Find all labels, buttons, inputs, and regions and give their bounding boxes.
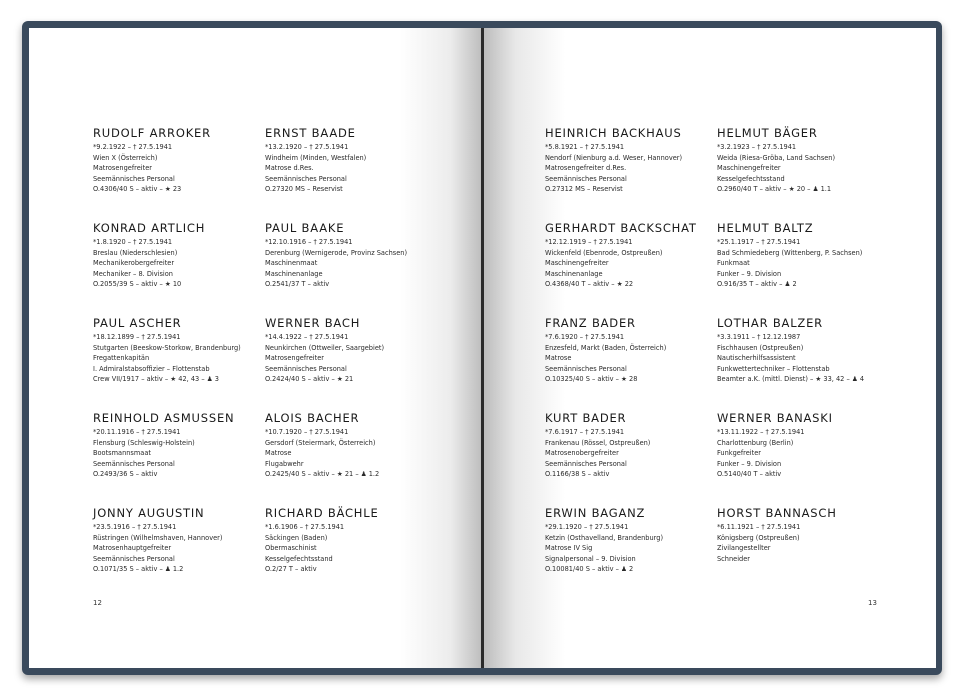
person-detail-line: *20.11.1916 – † 27.5.1941 (93, 428, 181, 436)
person-detail-line: Matrosengefreiter (265, 354, 324, 363)
person-detail-line: Derenburg (Wernigerode, Provinz Sachsen) (265, 248, 408, 257)
person-detail-line: *10.7.1920 – † 27.5.1941 (265, 428, 349, 436)
person-detail-line: *25.1.1917 – † 27.5.1941 (717, 238, 801, 246)
person-entry (265, 127, 445, 195)
person-detail-line: Seemännisches Personal (93, 459, 175, 468)
person-detail-line: O.4306/40 S – aktiv – ★ 23 (93, 185, 182, 194)
person-detail-line: Fischhausen (Ostpreußen) (717, 343, 804, 352)
person-entry (265, 412, 445, 480)
person-detail-line: O.916/35 T – aktiv – ♟ 2 (717, 280, 797, 289)
person-entry (545, 127, 725, 195)
person-name: LOTHAR BALZER (717, 316, 823, 330)
person-detail-line: O.2541/37 T – aktiv (265, 280, 330, 289)
person-detail-line: *14.4.1922 – † 27.5.1941 (265, 333, 349, 341)
person-detail-line: Funkwettertechniker – Flottenstab (717, 364, 830, 373)
person-detail-line: Seemännisches Personal (265, 364, 347, 373)
person-name: REINHOLD ASMUSSEN (93, 411, 235, 425)
person-detail-line: Beamter a.K. (mittl. Dienst) – ★ 33, 42 – ♟ 4 (717, 375, 865, 384)
person-detail-line: *13.2.1920 – † 27.5.1941 (265, 143, 349, 151)
person-detail-line: Bootsmannsmaat (93, 449, 151, 458)
person-detail-line: O.4368/40 T – aktiv – ★ 22 (545, 280, 634, 289)
person-detail-line: Kesselgefechtsstand (717, 174, 785, 183)
person-detail-line: Bad Schmiedeberg (Wittenberg, P. Sachsen) (717, 248, 863, 257)
person-entry (545, 222, 725, 290)
person-detail-line: Ketzin (Osthavelland, Brandenburg) (545, 533, 664, 542)
person-detail-line: Matrose (545, 354, 572, 363)
person-entry (545, 412, 725, 480)
person-detail-line: Gersdorf (Steiermark, Österreich) (265, 438, 376, 447)
person-detail-line: O.2/27 T – aktiv (265, 565, 317, 574)
person-entry (93, 317, 273, 385)
person-detail-line: *13.11.1922 – † 27.5.1941 (717, 428, 805, 436)
person-detail-line: Maschinengefreiter (717, 164, 781, 173)
person-entry (93, 412, 273, 480)
person-detail-line: *1.8.1920 – † 27.5.1941 (93, 238, 173, 246)
person-detail-line: Wickenfeld (Ebenrode, Ostpreußen) (545, 248, 663, 257)
person-detail-line: O.1166/38 S – aktiv (545, 470, 610, 479)
person-detail-line: O.2424/40 S – aktiv – ★ 21 (265, 375, 354, 384)
person-detail-line: Funker – 9. Division (717, 459, 782, 468)
person-entry (93, 507, 273, 575)
person-detail-line: O.10081/40 S – aktiv – ♟ 2 (545, 565, 634, 574)
person-detail-line: *3.3.1911 – † 12.12.1987 (717, 333, 801, 341)
person-detail-line: O.10325/40 S – aktiv – ★ 28 (545, 375, 638, 384)
person-detail-line: Seemännisches Personal (93, 554, 175, 563)
person-detail-line: Mechanikerobergefreiter (93, 259, 175, 268)
person-detail-line: Matrosenhauptgefreiter (93, 544, 172, 553)
person-detail-line: Mechaniker – 8. Division (93, 269, 173, 278)
person-name: RUDOLF ARROKER (93, 126, 211, 140)
person-detail-line: O.2425/40 S – aktiv – ★ 21 – ♟ 1.2 (265, 470, 380, 479)
person-detail-line: *23.5.1916 – † 27.5.1941 (93, 523, 177, 531)
person-detail-line: I. Admiralstabsoffizier – Flottenstab (93, 364, 210, 373)
person-detail-line: *12.12.1919 – † 27.5.1941 (545, 238, 633, 246)
book-gutter (481, 28, 484, 668)
person-name: GERHARDT BACKSCHAT (545, 221, 697, 235)
person-detail-line: Nendorf (Nienburg a.d. Weser, Hannover) (545, 153, 683, 162)
person-detail-line: Weida (Riesa-Gröba, Land Sachsen) (717, 153, 836, 162)
person-detail-line: Funkgefreiter (717, 449, 761, 458)
person-detail-line: *7.6.1920 – † 27.5.1941 (545, 333, 625, 341)
person-name: KURT BADER (545, 411, 627, 425)
person-detail-line: Königsberg (Ostpreußen) (717, 533, 800, 542)
person-detail-line: Matrose IV Sig (545, 544, 593, 553)
person-detail-line: *1.6.1906 – † 27.5.1941 (265, 523, 345, 531)
person-detail-line: O.27312 MS – Reservist (545, 185, 623, 194)
person-detail-line: Maschinenmaat (265, 259, 318, 268)
person-detail-line: O.27320 MS – Reservist (265, 185, 343, 194)
person-entry (717, 317, 897, 385)
person-detail-line: *12.10.1916 – † 27.5.1941 (265, 238, 353, 246)
person-name: PAUL ASCHER (93, 316, 182, 330)
person-entry (93, 222, 273, 290)
person-name: FRANZ BADER (545, 316, 636, 330)
person-detail-line: Charlottenburg (Berlin) (717, 438, 794, 447)
person-entry (717, 222, 897, 290)
person-detail-line: *29.1.1920 – † 27.5.1941 (545, 523, 629, 531)
person-detail-line: Breslau (Niederschlesien) (93, 248, 178, 257)
person-detail-line: Stutgarten (Beeskow-Storkow, Brandenburg) (93, 343, 241, 352)
person-detail-line: *3.2.1923 – † 27.5.1941 (717, 143, 797, 151)
person-detail-line: Fregattenkapitän (93, 354, 150, 363)
person-detail-line: Maschinenanlage (545, 269, 603, 278)
person-detail-line: Matrosengefreiter d.Res. (545, 164, 627, 173)
person-detail-line: *7.6.1917 – † 27.5.1941 (545, 428, 625, 436)
page-number-right: 13 (868, 599, 877, 607)
person-entry (717, 507, 897, 564)
person-detail-line: Nautischerhilfsassistent (717, 354, 796, 363)
person-detail-line: Obermaschinist (265, 544, 317, 553)
person-name: ALOIS BACHER (265, 411, 360, 425)
person-detail-line: O.1071/35 S – aktiv – ♟ 1.2 (93, 565, 184, 574)
person-entry (265, 222, 445, 290)
person-detail-line: O.2493/36 S – aktiv (93, 470, 158, 479)
person-detail-line: Seemännisches Personal (545, 364, 627, 373)
person-detail-line: Zivilangestellter (717, 544, 771, 553)
person-entry (545, 317, 725, 385)
person-detail-line: *18.12.1899 – † 27.5.1941 (93, 333, 181, 341)
person-detail-line: Matrose d.Res. (265, 164, 314, 173)
person-entry (717, 127, 897, 195)
person-detail-line: Flugabwehr (265, 459, 304, 468)
person-entry (717, 412, 897, 480)
person-detail-line: Flensburg (Schleswig-Holstein) (93, 438, 195, 447)
person-entry (545, 507, 725, 575)
person-name: HEINRICH BACKHAUS (545, 126, 682, 140)
person-detail-line: Maschinenanlage (265, 269, 323, 278)
person-detail-line: O.2055/39 S – aktiv – ★ 10 (93, 280, 182, 289)
person-detail-line: O.2960/40 T – aktiv – ★ 20 – ♟ 1.1 (717, 185, 832, 194)
person-detail-line: Funkmaat (717, 259, 750, 268)
person-detail-line: O.5140/40 T – aktiv (717, 470, 782, 479)
person-detail-line: Wien X (Österreich) (93, 153, 158, 162)
person-name: HELMUT BÄGER (717, 126, 818, 140)
person-entry (265, 317, 445, 385)
person-name: KONRAD ARTLICH (93, 221, 206, 235)
person-detail-line: Frankenau (Rössel, Ostpreußen) (545, 438, 651, 447)
person-detail-line: Kesselgefechtsstand (265, 554, 333, 563)
person-detail-line: Matrosengefreiter (93, 164, 152, 173)
person-detail-line: Funker – 9. Division (717, 269, 782, 278)
person-detail-line: Seemännisches Personal (545, 459, 627, 468)
person-detail-line: Seemännisches Personal (93, 174, 175, 183)
person-detail-line: Rüstringen (Wilhelmshaven, Hannover) (93, 533, 223, 542)
person-name: WERNER BANASKI (717, 411, 833, 425)
person-detail-line: Windheim (Minden, Westfalen) (265, 153, 367, 162)
person-detail-line: Schneider (717, 554, 751, 563)
person-name: RICHARD BÄCHLE (265, 506, 379, 520)
person-detail-line: Säckingen (Baden) (265, 533, 328, 542)
person-name: HELMUT BALTZ (717, 221, 814, 235)
person-detail-line: *6.11.1921 – † 27.5.1941 (717, 523, 801, 531)
person-detail-line: *9.2.1922 – † 27.5.1941 (93, 143, 173, 151)
person-detail-line: Enzesfeld, Markt (Baden, Österreich) (545, 343, 667, 352)
person-detail-line: Neunkirchen (Ottweiler, Saargebiet) (265, 343, 385, 352)
person-detail-line: Seemännisches Personal (545, 174, 627, 183)
person-name: WERNER BACH (265, 316, 361, 330)
person-detail-line: Maschinengefreiter (545, 259, 609, 268)
person-name: HORST BANNASCH (717, 506, 837, 520)
person-name: PAUL BAAKE (265, 221, 345, 235)
person-entry (93, 127, 273, 195)
person-name: JONNY AUGUSTIN (93, 506, 205, 520)
person-detail-line: Seemännisches Personal (265, 174, 347, 183)
person-detail-line: Matrosenobergefreiter (545, 449, 619, 458)
page-number-left: 12 (93, 599, 102, 607)
person-detail-line: Crew VII/1917 – aktiv – ★ 42, 43 – ♟ 3 (93, 375, 219, 384)
person-entry (265, 507, 445, 575)
person-detail-line: Matrose (265, 449, 292, 458)
person-detail-line: *5.8.1921 – † 27.5.1941 (545, 143, 625, 151)
person-name: ERNST BAADE (265, 126, 356, 140)
person-name: ERWIN BAGANZ (545, 506, 646, 520)
person-detail-line: Signalpersonal – 9. Division (545, 554, 636, 563)
